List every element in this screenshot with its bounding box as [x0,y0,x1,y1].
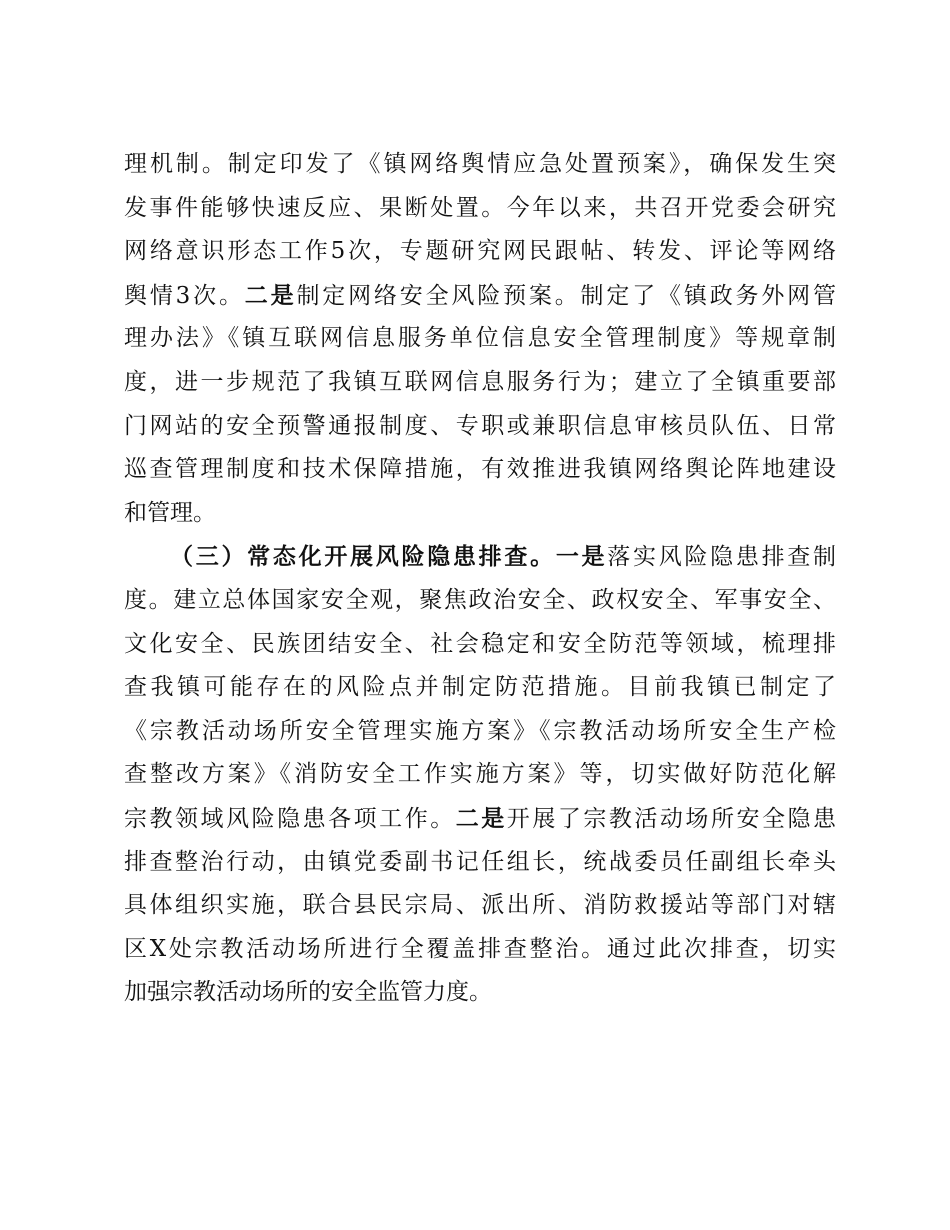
text-line [124,274,836,318]
text-line: 具体组织实施，联合县民宗局、派出所、消防救援站等部门对辖 [124,892,836,919]
text-line: 巡查管理制度和技术保障措施，有效推进我镇网络舆论阵地建设 [124,456,836,483]
text-line: 理机制。制定印发了《镇网络舆情应急处置预案》，确保发生突 [124,151,836,177]
text-line: 查整改方案》《消防安全工作实施方案》等，切实做好防范化解 [124,761,836,788]
text-line: 文化安全、民族团结安全、社会稳定和安全防范等领域，梳理排 [124,630,836,657]
text-span: 制定网络安全风险预案。制定了《镇政务外网管 [296,282,836,309]
bold-marker: 一是 [555,543,608,571]
text-span: 舆情3次。 [124,282,245,309]
text-line: 门网站的安全预警通报制度、专职或兼职信息审核员队伍、日常 [124,412,836,439]
text-span: 开展了宗教活动场所安全隐患 [506,805,836,832]
paragraph-risk-screening [124,535,836,1015]
text-line: 区X处宗教活动场所进行全覆盖排查整治。通过此次排查，切实 [124,935,836,962]
text-line [124,535,836,579]
bold-marker: 二是 [244,281,297,309]
text-line [124,797,836,841]
body-text [124,143,836,1015]
text-line: 理办法》《镇互联网信息服务单位信息安全管理制度》等规章制 [124,325,836,352]
text-line: 加强宗教活动场所的安全监管力度。 [124,979,492,1006]
text-line: 度。建立总体国家安全观，聚焦政治安全、政权安全、军事安全、 [124,586,836,613]
text-line: 查我镇可能存在的风险点并制定防范措施。目前我镇已制定了 [124,674,836,701]
text-line: 和管理。 [124,499,216,526]
text-span: 宗教领域风险隐患各项工作。 [124,805,456,832]
section-heading: （三）常态化开展风险隐患排查。 [170,543,556,571]
text-line: 网络意识形态工作5次，专题研究网民跟帖、转发、评论等网络 [124,238,836,265]
bold-marker: 二是 [455,804,507,832]
text-line: 《宗教活动场所安全管理实施方案》《宗教活动场所安全生产检 [124,717,836,744]
text-line: 度，进一步规范了我镇互联网信息服务行为；建立了全镇重要部 [124,368,836,395]
text-line: 发事件能够快速反应、果断处置。今年以来，共召开党委会研究 [124,194,836,221]
paragraph-network-risk [124,143,836,535]
text-span: 落实风险隐患排查制 [607,544,836,571]
text-line: 排查整治行动，由镇党委副书记任组长，统战委员任副组长牵头 [124,848,836,875]
